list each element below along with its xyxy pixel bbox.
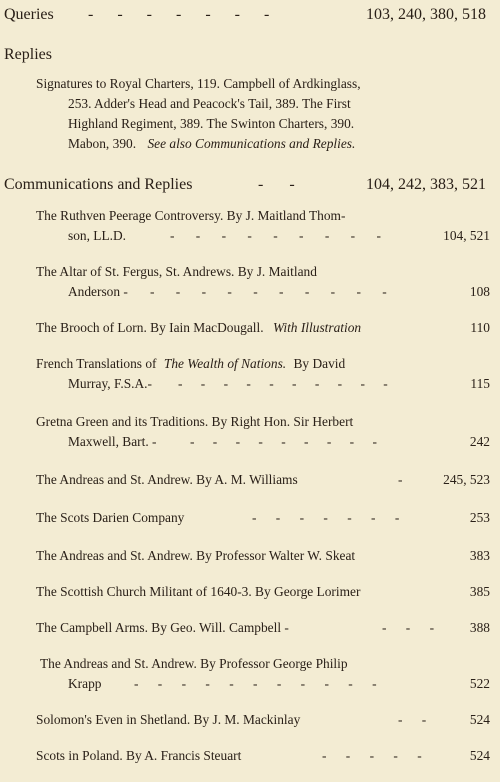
entry-lorn-text: The Brooch of Lorn. By Iain MacDougall. <box>36 320 264 335</box>
entry-campbell-arms-pages: 388 <box>469 620 490 635</box>
entry-gretna-l1: Gretna Green and its Traditions. By Right Hon. Sir Herbert <box>36 414 354 429</box>
replies-see-also: See also Communications and Replies. <box>147 136 356 151</box>
entry-campbell-arms: The Campbell Arms. By Geo. Will. Campbell - <box>36 620 289 635</box>
entry-scots-poland-leaders: - - - - - <box>322 748 422 763</box>
entry-church-militant: The Scottish Church Militant of 1640-3. By George Lorimer <box>36 584 361 599</box>
queries-leaders: - - - - - - - <box>88 6 270 23</box>
entry-andreas-krapp-l2: Krapp <box>68 676 102 691</box>
entry-andreas-skeat: The Andreas and St. Andrew. By Professor Walter W. Skeat <box>36 548 356 563</box>
queries-pages: 103, 240, 380, 518 <box>366 6 486 23</box>
entry-ruthven-l2: son, LL.D. <box>68 228 127 243</box>
entry-gretna-pages: 242 <box>469 434 490 449</box>
entry-andreas-krapp-pages: 522 <box>469 676 490 691</box>
entry-scots-poland-pages: 524 <box>469 748 490 763</box>
entry-fergus-l2: Anderson - <box>68 284 128 299</box>
entry-solomons-even-pages: 524 <box>469 712 490 727</box>
entry-solomons-even: Solomon's Even in Shetland. By J. M. Mackinlay <box>36 712 301 727</box>
entry-wealth-italic: The Wealth of Nations. <box>163 356 287 371</box>
entry-darien-pages: 253 <box>469 510 490 525</box>
entry-wealth-l2: Murray, F.S.A.- <box>68 376 152 391</box>
entry-fergus-pages: 108 <box>469 284 490 299</box>
entry-ruthven-l1: The Ruthven Peerage Controversy. By J. Maitland Thom- <box>36 208 346 223</box>
replies-line-2: 253. Adder's Head and Peacock's Tail, 389. The First <box>68 96 351 111</box>
entry-wealth-leaders: - - - - - - - - - - <box>178 376 388 391</box>
entry-campbell-arms-leaders: - - - <box>382 620 435 635</box>
entry-wealth-pages: 115 <box>470 376 490 391</box>
entry-andreas-skeat-pages: 383 <box>469 548 490 563</box>
entry-andreas-krapp-leaders: - - - - - - - - - - - <box>134 676 377 691</box>
entry-lorn-l1 <box>36 320 361 336</box>
entry-lorn-pages: 110 <box>470 320 490 335</box>
entry-scots-poland: Scots in Poland. By A. Francis Steuart <box>36 748 242 763</box>
replies-line-1: Signatures to Royal Charters, 119. Campbell of Ardkinglass, <box>36 76 361 91</box>
communications-label: Communications and Replies <box>4 176 193 193</box>
entry-fergus-l1: The Altar of St. Fergus, St. Andrews. By J. Maitland <box>36 264 317 279</box>
entry-darien: The Scots Darien Company <box>36 510 185 525</box>
entry-ruthven-leaders: - - - - - - - - - <box>170 228 381 243</box>
replies-line-4-text: Mabon, 390. <box>68 136 137 151</box>
entry-wealth-l1 <box>36 356 345 372</box>
entry-andreas-williams-pages: 245, 523 <box>443 472 490 487</box>
communications-leaders: - - <box>258 176 295 193</box>
entry-lorn-italic: With Illustration <box>272 320 362 335</box>
communications-pages: 104, 242, 383, 521 <box>366 176 486 193</box>
queries-label: Queries <box>4 6 54 23</box>
replies-line-3: Highland Regiment, 389. The Swinton Charters, 390. <box>68 116 355 131</box>
entry-andreas-krapp-l1: The Andreas and St. Andrew. By Professor George Philip <box>40 656 348 671</box>
entry-andreas-williams-leaders: - <box>398 472 403 487</box>
entry-gretna-l2: Maxwell, Bart. - <box>68 434 157 449</box>
entry-fergus-leaders: - - - - - - - - - - <box>150 284 387 299</box>
entry-andreas-williams: The Andreas and St. Andrew. By A. M. Williams <box>36 472 298 487</box>
replies-label: Replies <box>4 46 52 63</box>
entry-church-militant-pages: 385 <box>469 584 490 599</box>
entry-wealth-text: French Translations of <box>36 356 157 371</box>
entry-darien-leaders: - - - - - - - <box>252 510 400 525</box>
entry-ruthven-pages: 104, 521 <box>443 228 490 243</box>
entry-wealth-tail: By David <box>293 356 346 371</box>
entry-solomons-even-leaders: - - <box>398 712 427 727</box>
entry-gretna-leaders: - - - - - - - - - <box>190 434 377 449</box>
replies-line-4 <box>68 136 355 152</box>
